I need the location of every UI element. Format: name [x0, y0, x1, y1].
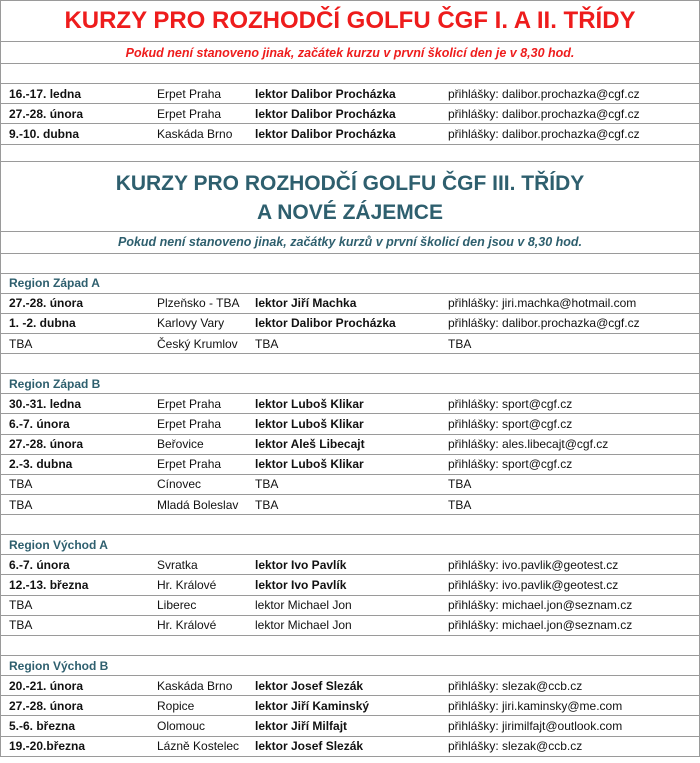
table-row: [0, 104, 700, 124]
lector-cell: lektor Michael Jon: [255, 618, 352, 633]
table-row: [0, 737, 700, 757]
table-row: [0, 616, 700, 636]
place-cell: Erpet Praha: [157, 106, 222, 121]
place-cell: Cínovec: [157, 477, 202, 492]
contact-cell: přihlášky: dalibor.prochazka@cgf.cz: [448, 126, 640, 141]
place-cell: Erpet Praha: [157, 416, 222, 431]
table-row: [0, 696, 700, 716]
date-cell: TBA: [9, 618, 33, 633]
place-cell: Kaskáda Brno: [157, 126, 233, 141]
section1-subtitle: Pokud není stanoveno jinak, začátek kurzu v první školicí den je v 8,30 hod.: [0, 42, 700, 64]
date-cell: TBA: [9, 477, 33, 492]
contact-cell: TBA: [448, 336, 472, 351]
date-cell: 6.-7. února: [9, 557, 70, 572]
date-cell: TBA: [9, 336, 33, 351]
table-row: [0, 314, 700, 334]
table-row: [0, 555, 700, 575]
contact-cell: přihlášky: sport@cgf.cz: [448, 396, 573, 411]
place-cell: Plzeňsko - TBA: [157, 296, 240, 311]
region-header: Region Západ B: [0, 374, 700, 394]
contact-cell: přihlášky: sport@cgf.cz: [448, 416, 573, 431]
regions-container: [0, 254, 700, 757]
contact-cell: přihlášky: sport@cgf.cz: [448, 457, 573, 472]
place-cell: Český Krumlov: [157, 336, 238, 351]
lector-cell: TBA: [255, 497, 279, 512]
lector-cell: lektor Jiří Milfajt: [255, 718, 348, 733]
section2-title-line1: KURZY PRO ROZHODČÍ GOLFU ČGF III. TŘÍDY: [0, 162, 700, 196]
table-row: [0, 716, 700, 736]
region-header: Region Východ B: [0, 656, 700, 676]
section2-subtitle: Pokud není stanoveno jinak, začátky kurzů v první školicí den jsou v 8,30 hod.: [0, 232, 700, 254]
place-cell: Erpet Praha: [157, 396, 222, 411]
section2-title-line2: A NOVÉ ZÁJEMCE: [0, 196, 700, 232]
date-cell: TBA: [9, 497, 33, 512]
section1-title: KURZY PRO ROZHODČÍ GOLFU ČGF I. A II. TŘÍDY: [0, 0, 700, 42]
lector-cell: TBA: [255, 477, 279, 492]
blank-row: [0, 64, 700, 84]
contact-cell: přihlášky: jiri.kaminsky@me.com: [448, 698, 623, 713]
region-header: Region Západ A: [0, 274, 700, 294]
lector-cell: lektor Ivo Pavlík: [255, 578, 347, 593]
place-cell: Kaskáda Brno: [157, 678, 233, 693]
date-cell: 27.-28. února: [9, 698, 84, 713]
place-cell: Lázně Kostelec: [157, 739, 240, 754]
table-row: [0, 455, 700, 475]
lector-cell: lektor Dalibor Procházka: [255, 106, 396, 121]
date-cell: 2.-3. dubna: [9, 457, 73, 472]
contact-cell: přihlášky: dalibor.prochazka@cgf.cz: [448, 86, 640, 101]
section1-rows: [0, 84, 700, 145]
table-row: [0, 334, 700, 354]
lector-cell: lektor Dalibor Procházka: [255, 126, 396, 141]
contact-cell: přihlášky: michael.jon@seznam.cz: [448, 598, 633, 613]
date-cell: 20.-21. února: [9, 678, 84, 693]
lector-cell: lektor Ivo Pavlík: [255, 557, 347, 572]
place-cell: Erpet Praha: [157, 457, 222, 472]
place-cell: Liberec: [157, 598, 197, 613]
place-cell: Svratka: [157, 557, 198, 572]
lector-cell: lektor Luboš Klikar: [255, 396, 364, 411]
table-row: [0, 84, 700, 104]
date-cell: 27.-28. února: [9, 437, 84, 452]
place-cell: Ropice: [157, 698, 195, 713]
table-row: [0, 596, 700, 616]
contact-cell: TBA: [448, 477, 472, 492]
date-cell: 27.-28. února: [9, 296, 84, 311]
table-row: [0, 414, 700, 434]
contact-cell: přihlášky: michael.jon@seznam.cz: [448, 618, 633, 633]
lector-cell: lektor Luboš Klikar: [255, 416, 364, 431]
date-cell: 6.-7. února: [9, 416, 70, 431]
lector-cell: lektor Michael Jon: [255, 598, 352, 613]
blank-row: [0, 145, 700, 162]
table-row: [0, 394, 700, 414]
date-cell: 27.-28. února: [9, 106, 84, 121]
contact-cell: přihlášky: ivo.pavlik@geotest.cz: [448, 578, 619, 593]
contact-cell: TBA: [448, 497, 472, 512]
date-cell: 16.-17. ledna: [9, 86, 82, 101]
place-cell: Mladá Boleslav: [157, 497, 239, 512]
lector-cell: lektor Luboš Klikar: [255, 457, 364, 472]
blank-row: [0, 254, 700, 274]
contact-cell: přihlášky: jirimilfajt@outlook.com: [448, 718, 623, 733]
contact-cell: přihlášky: jiri.machka@hotmail.com: [448, 296, 637, 311]
lector-cell: lektor Josef Slezák: [255, 739, 364, 754]
lector-cell: lektor Jiří Machka: [255, 296, 357, 311]
lector-cell: lektor Aleš Libecajt: [255, 437, 365, 452]
date-cell: 19.-20.března: [9, 739, 86, 754]
date-cell: 5.-6. března: [9, 718, 76, 733]
table-row: [0, 294, 700, 314]
lector-cell: lektor Josef Slezák: [255, 678, 364, 693]
date-cell: 1. -2. dubna: [9, 316, 76, 331]
blank-row: [0, 354, 700, 374]
contact-cell: přihlášky: ales.libecajt@cgf.cz: [448, 437, 609, 452]
contact-cell: přihlášky: dalibor.prochazka@cgf.cz: [448, 316, 640, 331]
contact-cell: přihlášky: slezak@ccb.cz: [448, 739, 583, 754]
table-row: [0, 435, 700, 455]
place-cell: Olomouc: [157, 718, 206, 733]
contact-cell: přihlášky: dalibor.prochazka@cgf.cz: [448, 106, 640, 121]
lector-cell: lektor Dalibor Procházka: [255, 316, 396, 331]
blank-row: [0, 515, 700, 535]
contact-cell: přihlášky: ivo.pavlik@geotest.cz: [448, 557, 619, 572]
table-row: [0, 676, 700, 696]
place-cell: Beřovice: [157, 437, 204, 452]
table-row: [0, 124, 700, 144]
table-row: [0, 575, 700, 595]
blank-row: [0, 636, 700, 656]
place-cell: Karlovy Vary: [157, 316, 225, 331]
date-cell: 9.-10. dubna: [9, 126, 80, 141]
contact-cell: přihlášky: slezak@ccb.cz: [448, 678, 583, 693]
table-row: [0, 475, 700, 495]
date-cell: 30.-31. ledna: [9, 396, 82, 411]
table-row: [0, 495, 700, 515]
date-cell: TBA: [9, 598, 33, 613]
place-cell: Erpet Praha: [157, 86, 222, 101]
place-cell: Hr. Králové: [157, 618, 217, 633]
lector-cell: lektor Dalibor Procházka: [255, 86, 396, 101]
lector-cell: lektor Jiří Kaminský: [255, 698, 370, 713]
region-header: Region Východ A: [0, 535, 700, 555]
place-cell: Hr. Králové: [157, 578, 217, 593]
date-cell: 12.-13. března: [9, 578, 89, 593]
lector-cell: TBA: [255, 336, 279, 351]
